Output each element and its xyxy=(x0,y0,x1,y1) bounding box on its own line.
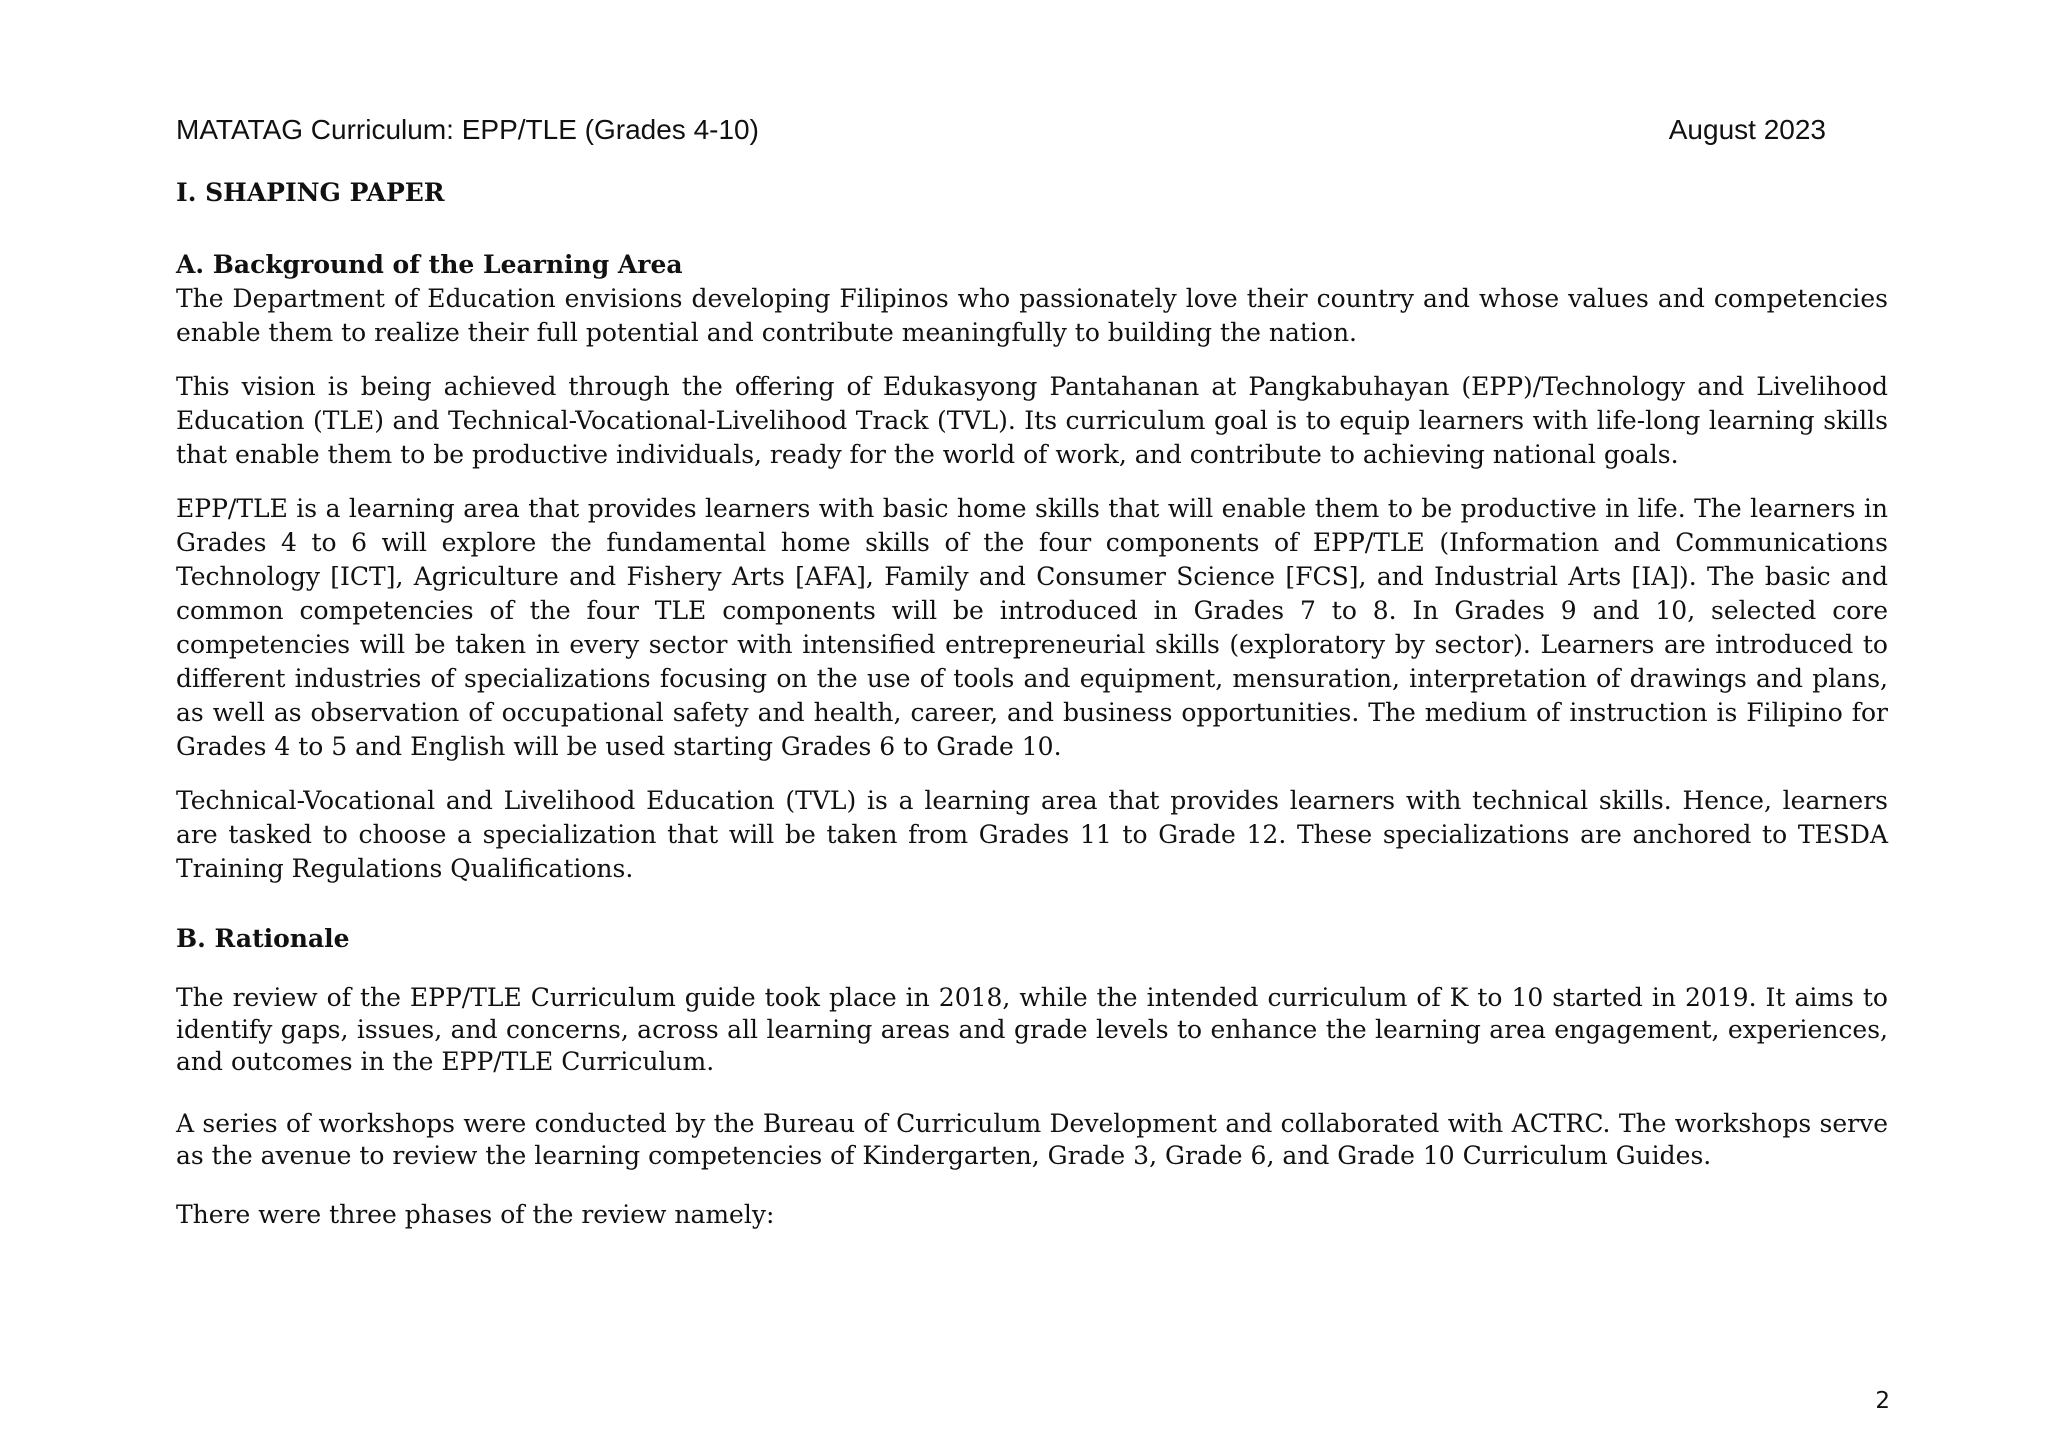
section-title: I. SHAPING PAPER xyxy=(176,178,445,207)
background-paragraph-1: The Department of Education envisions developing Filipinos who passionately love their country and whose values and competencies enable them to realize their full potential and contribute meaningfully to building the nation. xyxy=(176,284,1888,347)
page-header xyxy=(176,112,1826,148)
rationale-heading: B. Rationale xyxy=(176,924,350,953)
background-paragraph-4: Technical-Vocational and Livelihood Education (TVL) is a learning area that provides learners with technical skills. Hence, learners are tasked to choose a specialization that will be taken from Grades 11 to Grade 12. These specializations are anchored to TESDA Training Regulations Qualifications. xyxy=(176,786,1888,883)
background-heading: A. Background of the Learning Area xyxy=(176,250,683,279)
header-date: August 2023 xyxy=(1668,114,1826,145)
header-title: MATATAG Curriculum: EPP/TLE (Grades 4-10) xyxy=(176,114,759,145)
page-number: 2 xyxy=(1875,1388,1890,1414)
rationale-paragraph-3: There were three phases of the review namely: xyxy=(176,1200,775,1229)
rationale-paragraph-2: A series of workshops were conducted by the Bureau of Curriculum Development and collaborated with ACTRC. The workshops serve as the avenue to review the learning competencies of Kindergarten, Grade 3, Grade 6, and Grade 10 Curriculum Guides. xyxy=(176,1109,1888,1170)
background-paragraph-2: This vision is being achieved through the offering of Edukasyong Pantahanan at Pangkabuhayan (EPP)/Technology and Livelihood Education (TLE) and Technical-Vocational-Livelihood Track (TVL). Its curriculum goal is to equip learners with life-long learning skills that enable them to be productive individuals, ready for the world of work, and contribute to achieving national goals. xyxy=(176,372,1888,469)
rationale-paragraph-1: The review of the EPP/TLE Curriculum guide took place in 2018, while the intended curriculum of K to 10 started in 2019. It aims to identify gaps, issues, and concerns, across all learning areas and grade levels to enhance the learning area engagement, experiences, and outcomes in the EPP/TLE Curriculum. xyxy=(176,983,1888,1076)
background-paragraph-3: EPP/TLE is a learning area that provides learners with basic home skills that will enable them to be productive in life. The learners in Grades 4 to 6 will explore the fundamental home skills of the four components of EPP/TLE (Information and Communications Technology [ICT], Agriculture and Fishery Arts [AFA], Family and Consumer Science [FCS], and Industrial Arts [IA]). The basic and common competencies of the four TLE components will be introduced in Grades 7 to 8. In Grades 9 and 10, selected core competencies will be taken in every sector with intensified entrepreneurial skills (exploratory by sector). Learners are introduced to different industries of specializations focusing on the use of tools and equipment, mensuration, interpretation of drawings and plans, as well as observation of occupational safety and health, career, and business opportunities. The medium of instruction is Filipino for Grades 4 to 5 and English will be used starting Grades 6 to Grade 10. xyxy=(176,494,1888,761)
